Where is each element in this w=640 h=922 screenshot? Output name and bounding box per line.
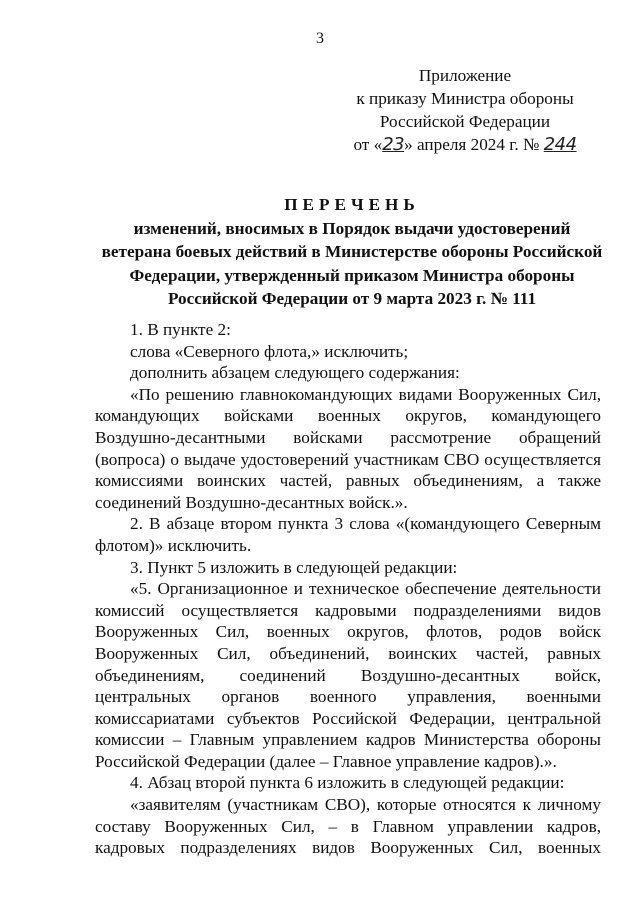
document-body xyxy=(95,319,601,859)
title-line-4: Российской Федерации от 9 марта 2023 г. № 111 xyxy=(167,289,537,308)
date-middle: » апреля 2024 г. № xyxy=(404,135,540,154)
title-line-3: Федерации, утвержденный приказом Министра обороны xyxy=(129,265,575,285)
paragraph-6: 3. Пункт 5 изложить в следующей редакции: xyxy=(130,557,458,577)
paragraph-1: 1. В пункте 2: xyxy=(130,320,231,339)
page-number: 3 xyxy=(316,30,324,47)
paragraph-4: «По решению главнокомандующих видами Вооруженных Сил, командующих войсками военных округов, командующего Воздушно-десантными войсками рассмотрение обращений (вопроса) о выдаче удостоверений участникам СВО осуществляется комиссиями воинских частей, равных объединениям, а также соединений Воздушно-десантных войск.». xyxy=(95,384,601,512)
paragraph-3: дополнить абзацем следующего содержания: xyxy=(130,363,460,383)
paragraph-5: 2. В абзаце втором пункта 3 слова «(командующего Северным флотом)» исключить. xyxy=(95,514,601,555)
date-prefix: от « xyxy=(353,135,383,154)
appendix-date-line xyxy=(330,133,600,156)
handwritten-order-number: 244 xyxy=(543,134,577,155)
handwritten-day: 23 xyxy=(382,134,405,155)
appendix-federation-line: Российской Федерации xyxy=(379,112,551,131)
title-heading: ПЕРЕЧЕНЬ xyxy=(284,195,420,214)
document-title xyxy=(94,193,610,311)
appendix-order-line: к приказу Министра обороны xyxy=(356,89,574,108)
appendix-header xyxy=(330,64,600,156)
title-line-2: ветерана боевых действий в Министерстве обороны Российской xyxy=(101,242,603,261)
paragraph-8: 4. Абзац второй пункта 6 изложить в следующей редакции: xyxy=(130,773,565,793)
paragraph-2: слова «Северного флота,» исключить; xyxy=(130,341,409,361)
paragraph-9: «заявителям (участникам СВО), которые относятся к личному составу Вооруженных Сил, – в Главном управлении кадров, кадровых подразделениях видов Вооруженных Сил, военных xyxy=(95,795,601,858)
paragraph-7: «5. Организационное и техническое обеспечение деятельности комиссий осуществляется кадровыми подразделениями видов Вооруженных Сил, военных округов, флотов, родов войск Вооруженных Сил, объединений, воинских частей, равных объединениям, соединений Воздушно-десантных войск, центральных органов военного управления, военными комиссариатами субъектов Российской Федерации, центральной комиссии – Главным управлением кадров Министерства обороны Российской Федерации (далее – Главное управление кадров).». xyxy=(95,579,601,771)
title-line-1: изменений, вносимых в Порядок выдачи удостоверений xyxy=(133,218,571,238)
appendix-title: Приложение xyxy=(418,66,512,85)
